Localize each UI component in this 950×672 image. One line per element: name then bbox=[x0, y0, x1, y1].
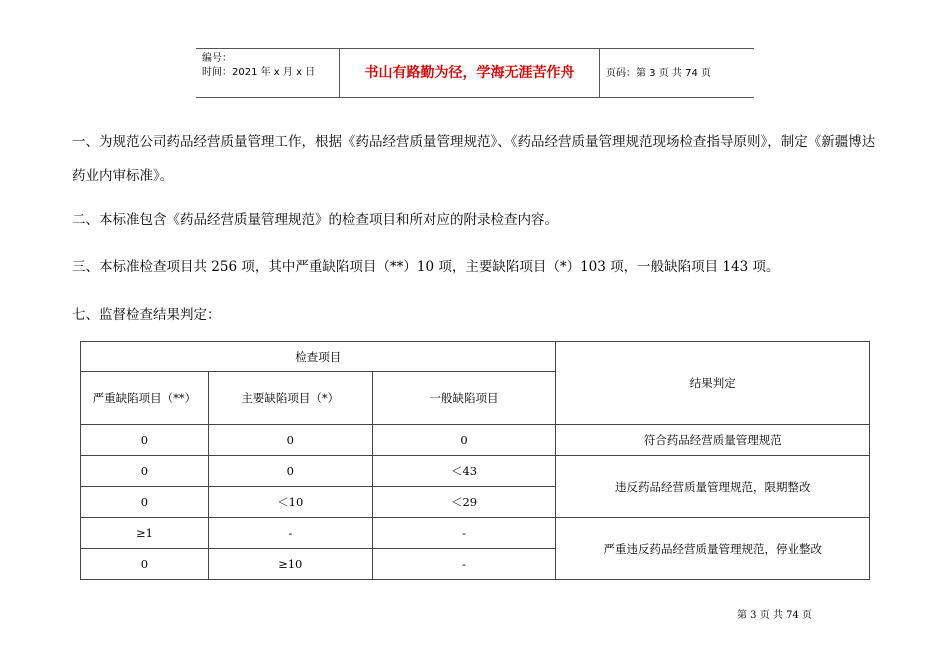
table-cell: 0 bbox=[372, 425, 556, 456]
table-cell-result: 符合药品经营质量管理规范 bbox=[556, 425, 870, 456]
document-number-label: 编号： bbox=[202, 53, 232, 64]
table-cell: 0 bbox=[208, 425, 372, 456]
header-page-cell bbox=[600, 49, 754, 97]
page-footer: 第 3 页 共 74 页 bbox=[737, 610, 812, 621]
table-cell: 0 bbox=[81, 425, 209, 456]
table-header-critical: 严重缺陷项目（**） bbox=[81, 372, 209, 425]
table-header-group: 检查项目 bbox=[81, 342, 556, 372]
table-row bbox=[81, 342, 870, 372]
table-cell-result: 违反药品经营质量管理规范，限期整改 bbox=[556, 456, 870, 518]
table-header-general: 一般缺陷项目 bbox=[372, 372, 556, 425]
table-row bbox=[81, 456, 870, 487]
table-cell: 0 bbox=[81, 549, 209, 580]
table-cell: ≥1 bbox=[81, 518, 209, 549]
page-number-label: 页码：第 3 页 共 74 页 bbox=[606, 68, 711, 79]
table-cell: - bbox=[372, 549, 556, 580]
table-cell: ＜43 bbox=[372, 456, 556, 487]
table-cell: 0 bbox=[81, 487, 209, 518]
table-cell: ≥10 bbox=[208, 549, 372, 580]
table-cell-result: 严重违反药品经营质量管理规范，停业整改 bbox=[556, 518, 870, 580]
table-cell: 0 bbox=[81, 456, 209, 487]
table-cell: ＜10 bbox=[208, 487, 372, 518]
table-cell: - bbox=[372, 518, 556, 549]
table-row bbox=[81, 425, 870, 456]
document-date-label: 时间：2021 年 x 月 x 日 bbox=[202, 67, 316, 78]
paragraph-3: 三、本标准检查项目共 256 项，其中严重缺陷项目（**）10 项，主要缺陷项目（*）103 项，一般缺陷项目 143 项。 bbox=[72, 259, 780, 275]
result-judgement-table bbox=[80, 341, 870, 580]
paragraph-4: 七、监督检查结果判定： bbox=[72, 307, 221, 323]
page-header bbox=[196, 48, 754, 98]
motto-text: 书山有路勤为径，学海无涯苦作舟 bbox=[364, 65, 575, 81]
table-row bbox=[81, 518, 870, 549]
table-header-major: 主要缺陷项目（*） bbox=[208, 372, 372, 425]
table-header-result: 结果判定 bbox=[556, 342, 870, 425]
header-motto-cell bbox=[339, 49, 600, 97]
paragraph-2: 二、本标准包含《药品经营质量管理规范》的检查项目和所对应的附录检查内容。 bbox=[72, 212, 558, 228]
table-cell: - bbox=[208, 518, 372, 549]
paragraph-1: 一、为规范公司药品经营质量管理工作，根据《药品经营质量管理规范》、《药品经营质量管理规范现场检查指导原则》，制定《新疆博达药业内审标准》。 bbox=[72, 134, 876, 184]
header-meta-cell bbox=[196, 49, 339, 97]
table-cell: ＜29 bbox=[372, 487, 556, 518]
table-cell: 0 bbox=[208, 456, 372, 487]
